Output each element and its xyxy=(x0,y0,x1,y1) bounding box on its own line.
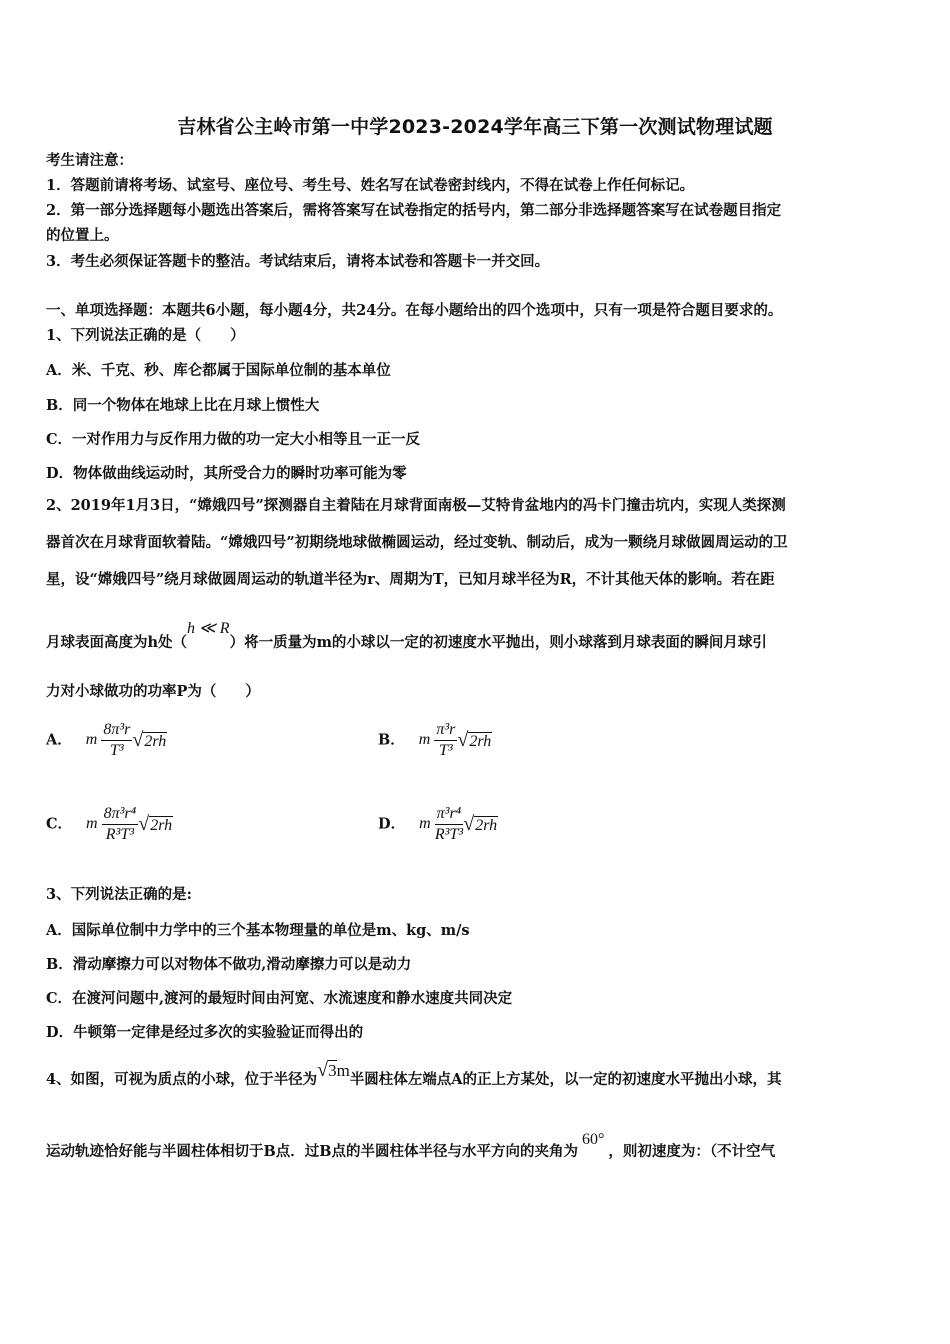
q1-option-d: D．物体做曲线运动时，其所受合力的瞬时功率可能为零 xyxy=(46,465,407,482)
q2-option-c xyxy=(46,804,173,845)
numerator: 8π³r⁴ xyxy=(102,804,139,825)
formula-c xyxy=(86,804,173,845)
radical-icon: √ xyxy=(132,729,144,751)
q4-radius: √3m xyxy=(317,1059,350,1081)
denominator: T³ xyxy=(439,742,453,759)
notice-item-2: 2．第一部分选择题每小题选出答案后，需将答案写在试卷指定的括号内，第二部分非选择题答案写在试卷题目指定 xyxy=(46,202,782,219)
formula-b xyxy=(419,720,493,761)
fraction xyxy=(101,720,132,761)
q1-option-c: C．一对作用力与反作用力做的功一定大小相等且一正一反 xyxy=(46,431,421,448)
q2-line-5: 力对小球做功的功率P为（ ） xyxy=(46,683,260,700)
q2-option-b xyxy=(378,720,492,761)
radical-icon: √ xyxy=(457,729,469,751)
radical-icon: √ xyxy=(138,813,150,835)
mass-symbol: m xyxy=(86,815,98,833)
mass-symbol: m xyxy=(418,731,431,749)
q4-line-2-start: 运动轨迹恰好能与半圆柱体相切于B点．过B点的半圆柱体半径与水平方向的夹角为 xyxy=(46,1143,579,1160)
mass-symbol: m xyxy=(419,815,431,833)
q2-condition: h ≪ R xyxy=(187,620,230,637)
q2-line-3: 星，设“嫦娥四号”绕月球做圆周运动的轨道半径为r、周期为T，已知月球半径为R，不计其他天体的影响。若在距 xyxy=(46,571,775,588)
q1-stem: 1、下列说法正确的是（ ） xyxy=(46,327,245,344)
fraction xyxy=(434,720,457,761)
notice-item-2-cont: 的位置上。 xyxy=(46,227,119,244)
numerator: π³r⁴ xyxy=(435,804,464,825)
denominator: R³T³ xyxy=(105,826,135,843)
q3-option-c: C．在渡河问题中,渡河的最短时间由河宽、水流速度和静水速度共同决定 xyxy=(46,990,513,1007)
option-label: A． xyxy=(46,731,72,749)
numerator: 8π³r xyxy=(101,720,132,741)
q1-option-a: A．米、千克、秒、库仑都属于国际单位制的基本单位 xyxy=(46,362,391,379)
sqrt xyxy=(457,729,492,752)
fraction xyxy=(102,804,139,845)
q3-option-a: A．国际单位制中力学中的三个基本物理量的单位是m、kg、m/s xyxy=(46,922,470,939)
denominator: T³ xyxy=(110,742,124,759)
q2-option-d xyxy=(378,804,498,845)
numerator: π³r xyxy=(434,720,457,741)
radical-icon: √ xyxy=(463,813,475,835)
q3-option-b: B．滑动摩擦力可以对物体不做功,滑动摩擦力可以是动力 xyxy=(46,956,412,973)
q1-option-b: B．同一个物体在地球上比在月球上惯性大 xyxy=(46,397,320,414)
radicand: 2rh xyxy=(475,817,498,834)
notice-item-1: 1．答题前请将考场、试室号、座位号、考生号、姓名写在试卷密封线内，不得在试卷上作任何标记。 xyxy=(46,177,695,194)
mass-symbol: m xyxy=(85,731,98,749)
sqrt xyxy=(463,813,498,836)
q2-option-a xyxy=(46,720,167,761)
q4-line-1 xyxy=(46,1059,782,1090)
option-label: B． xyxy=(378,731,405,749)
q2-line-2: 器首次在月球背面软着陆。“嫦娥四号”初期绕地球做椭圆运动，经过变轨、制动后，成为一颗绕月球做圆周运动的卫 xyxy=(46,534,788,551)
formula-a xyxy=(86,720,168,761)
q2-line-1: 2、2019年1月3日，“嫦娥四号”探测器自主着陆在月球背面南极—艾特肯盆地内的冯卡门撞击坑内，实现人类探测 xyxy=(46,497,786,514)
radicand: 2rh xyxy=(150,817,173,834)
q4-angle: 60° xyxy=(582,1131,605,1148)
q4-line-1-end: 半圆柱体左端点A的正上方某处，以一定的初速度水平抛出小球，其 xyxy=(349,1071,782,1088)
formula-d xyxy=(419,804,498,845)
denominator: R³T³ xyxy=(434,826,464,843)
radical-icon: √ xyxy=(317,1059,329,1081)
q4-line-2 xyxy=(46,1131,776,1162)
option-label: C． xyxy=(46,815,73,833)
q4-line-2-end: ，则初速度为：（不计空气 xyxy=(608,1143,776,1160)
q2-line-4-start: 月球表面高度为h处（ xyxy=(46,634,188,651)
sqrt xyxy=(138,813,173,836)
q4-line-1-start: 4、如图，可视为质点的小球，位于半径为 xyxy=(46,1071,318,1088)
notice-item-3: 3．考生必须保证答题卡的整洁。考试结束后，请将本试卷和答题卡一并交回。 xyxy=(46,253,550,270)
notice-heading: 考生请注意： xyxy=(46,152,133,169)
sqrt xyxy=(132,729,167,752)
option-label: D． xyxy=(378,815,406,833)
radicand: 2rh xyxy=(469,733,492,750)
fraction xyxy=(435,804,464,845)
q2-line-4-end: ）将一质量为m的小球以一定的初速度水平抛出，则小球落到月球表面的瞬间月球引 xyxy=(229,634,767,651)
q3-stem: 3、下列说法正确的是: xyxy=(46,886,192,903)
q3-option-d: D．牛顿第一定律是经过多次的实验验证而得出的 xyxy=(46,1024,364,1041)
section-heading: 一、单项选择题：本题共6小题，每小题4分，共24分。在每小题给出的四个选项中，只有一项是符合题目要求的。 xyxy=(46,302,783,319)
page-title: 吉林省公主岭市第一中学2023-2024学年高三下第一次测试物理试题 xyxy=(177,116,773,138)
radicand: 2rh xyxy=(144,733,167,750)
q2-line-4 xyxy=(46,620,767,653)
